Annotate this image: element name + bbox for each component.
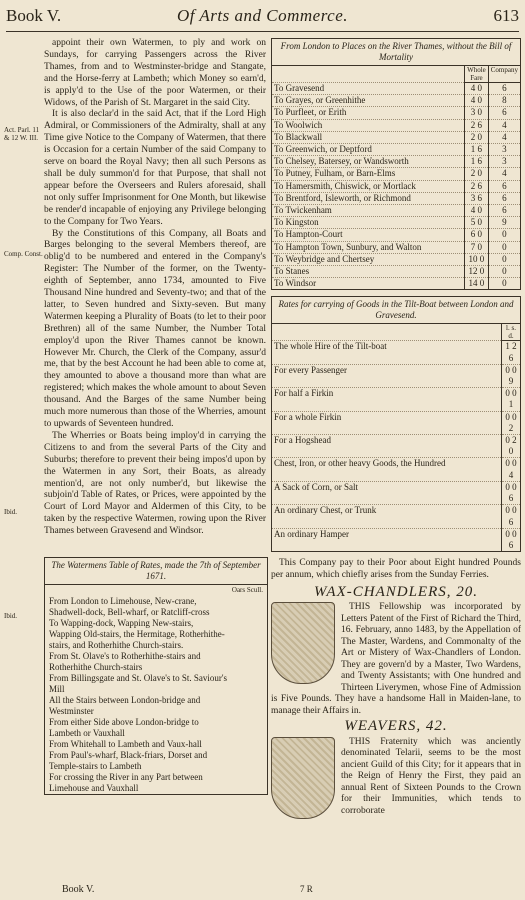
row-value: 0 2 0 (502, 435, 521, 458)
section-heading: WAX-CHANDLERS, 20. (313, 584, 479, 601)
table-row (272, 364, 520, 387)
table-row (272, 144, 520, 156)
row-value: 0 0 1 (502, 388, 521, 411)
wax-entry (271, 602, 521, 717)
row-label: To Greenwich, or Deptford (272, 144, 465, 156)
row-value: 3 (488, 144, 520, 156)
row-label: An ordinary Chest, or Trunk (272, 505, 502, 528)
table-row (272, 156, 520, 168)
col-head: l. s. d. (502, 324, 521, 341)
row-value: 0 (488, 253, 520, 265)
page-number: 613 (493, 6, 519, 25)
col-head: Company (488, 66, 520, 83)
row-label: A Sack of Corn, or Salt (272, 481, 502, 504)
section-heading: WEAVERS, 42. (344, 718, 448, 735)
paragraph: appoint their own Watermen, to ply and work on Sundays, for carrying Passengers across the River Thames, from and to Westminster-bridge and Stangate, and the Horse-ferry at Lambeth; which Money so earn'd, is apply'd to the Use of the poor Watermen, or their Widows, of the Parish of St. Margaret in the said City. (44, 38, 266, 108)
row-value: 4 (488, 168, 520, 180)
row-label: To Weybridge and Chertsey (272, 253, 465, 265)
table-row (272, 505, 520, 528)
table-row: For crossing the River in any Part between Limehouse and Vauxhall (49, 772, 203, 793)
places-table (271, 38, 521, 290)
row-label: To Putney, Fulham, or Barn-Elms (272, 168, 465, 180)
row-label: To Twickenham (272, 205, 465, 217)
margin-note-3: Ibid. (4, 508, 18, 516)
table-row (272, 278, 520, 290)
row-value: 1 2 6 (502, 341, 521, 364)
row-label: To Hamersmith, Chiswick, or Mortlack (272, 180, 465, 192)
table-row: From Whitehall to Lambeth and Vaux-hall (49, 739, 202, 749)
table-title: The Watermens Table of Rates, made the 7th of September 1671. (45, 558, 267, 585)
row-label: To Brentford, Isleworth, or Richmond (272, 192, 465, 204)
section-text: THIS Fellowship was incorporated by Letters Patent of the First of Richard the Third, 16. February, anno 1483, by the Appellation of The Master, Wardens, and Commonalty of the Art or Mistery of Wax-Chandlers of London. They are govern'd by a Master, Two Wardens, and Twenty Assistants; with One hundred and Thirteen Liverymen, whose Fine of Admission is Five Pounds. They have a handsome Hall in Maiden-lane, to manage their Affairs in. (271, 602, 521, 716)
row-label: To Woolwich (272, 119, 465, 131)
table-row: From Billingsgate and St. Olave's to St. Saviour's Mill (49, 673, 227, 694)
row-value: 5 0 (465, 217, 489, 229)
row-label: For every Passenger (272, 364, 502, 387)
header (6, 4, 519, 34)
row-value: 0 0 6 (502, 505, 521, 528)
row-value: 4 0 (465, 83, 489, 95)
coat-of-arms-icon (271, 737, 335, 819)
row-value: 3 0 (465, 107, 489, 119)
row-value: 0 (488, 241, 520, 253)
margin-note-4: Ibid. (4, 612, 18, 620)
margin-note-2: Comp. Const. (4, 250, 43, 258)
table-row: From St. Olave's to Rotherhithe-stairs and Rotherhithe Church-stairs (49, 651, 201, 672)
running-title: Of Arts and Commerce. (176, 6, 349, 25)
row-value: 6 (488, 107, 520, 119)
paragraph: It is also declar'd in the said Act, that if the Lord High Admiral, or Commissioners of the Admiralty, shall at any Time give Notice to the Company of Watermen, that there is Occasion for a certain Number of the said Company to serve on board the Royal Navy; then all such Persons as shall be duly summon'd for that Purpose, that shall not appear before the Overseers and Rulers aforesaid, shall not only suffer Imprisonment for One Month, but likewise be render'd incapable of enjoying any Privilege belonging to the Company for Two Years. (44, 109, 266, 227)
row-label: To Purfleet, or Erith (272, 107, 465, 119)
row-label: To Stanes (272, 266, 465, 278)
row-value: 7 0 (465, 241, 489, 253)
table-row (272, 95, 520, 107)
row-label: An ordinary Hamper (272, 528, 502, 551)
table-row: From Paul's-wharf, Black-friars, Dorset and Temple-stairs to Lambeth (49, 750, 208, 771)
signature-mark: 7 R (300, 884, 313, 894)
table-row: From London to Limehouse, New-crane, Shadwell-dock, Bell-wharf, or Ratcliff-cross (49, 596, 210, 617)
table-row (272, 266, 520, 278)
row-value: 1 6 (465, 144, 489, 156)
table-row (272, 168, 520, 180)
table-row (272, 341, 520, 364)
row-label: To Blackwall (272, 131, 465, 143)
watermen-rates-table (44, 557, 268, 795)
row-label: To Chelsey, Batersey, or Wandsworth (272, 156, 465, 168)
table-row (272, 388, 520, 411)
row-value: 0 (488, 278, 520, 290)
row-value: 4 0 (465, 205, 489, 217)
row-value: 0 0 6 (502, 481, 521, 504)
left-column (44, 38, 266, 538)
row-value: 3 6 (465, 192, 489, 204)
right-column (271, 38, 521, 819)
row-value: 2 0 (465, 168, 489, 180)
row-value: 12 0 (465, 266, 489, 278)
row-label: Chest, Iron, or other heavy Goods, the Hundred (272, 458, 502, 481)
table-row (272, 131, 520, 143)
row-label: To Gravesend (272, 83, 465, 95)
book-label: Book V. (6, 6, 62, 25)
table-row (272, 458, 520, 481)
row-value: 1 6 (465, 156, 489, 168)
row-value: 2 0 (465, 131, 489, 143)
table-row: To Wapping-dock, Wapping New-stairs, Wapping Old-stairs, the Hermitage, Rotherhithe-stairs, and Rotherhithe Church-stairs. (49, 618, 225, 650)
row-label: To Kingston (272, 217, 465, 229)
table-row (272, 435, 520, 458)
row-label: The whole Hire of the Tilt-boat (272, 341, 502, 364)
row-value: 6 0 (465, 229, 489, 241)
table-row (272, 241, 520, 253)
paragraph: By the Constitutions of this Company, all Boats and Barges belonging to the several Members thereof, are oblig'd to be numbered and entered in the Company's Register: The Number of the former, on the Twenty-eighth of September, anno 1734, amounted to Five Thousand Nine hundred and Seventy-two; and that of the latter, to Seven hundred and Sixty-seven. But many Watermen keeping a Plurality of Boats (to let to their poor Brethren) all of the same Number, the Number Total employ'd upon the River Thames cannot be known. However Mr. Church, the Clerk of the Company, assur'd me, that by the best Account he had been able to come at, they amounted to above a thousand more than what are registered; which makes the whole amount to about Seven thousand. And the Barges of the same Number being much more numerous than those of the Wherries, amount to upwards of Seventeen hundred. (44, 228, 266, 429)
row-value: 2 6 (465, 180, 489, 192)
row-label: To Hampton-Court (272, 229, 465, 241)
row-value: 10 0 (465, 253, 489, 265)
table-row (272, 481, 520, 504)
row-value: 4 (488, 131, 520, 143)
section-text: THIS Fraternity which was anciently denominated Telarii, seems to be the most ancient Guild of this City; for it appears that in the Reign of Henry the First, they paid an annual Rent of Sixteen Pounds to the Crown for their Immunities, which tends to corroborate (341, 736, 521, 816)
table-row (272, 253, 520, 265)
row-value: 6 (488, 205, 520, 217)
column-heads: Oars Scull. (231, 586, 263, 594)
row-value: 8 (488, 95, 520, 107)
paragraph: The Wherries or Boats being imploy'd in carrying the Citizens to and from the several Parts of the City and Suburbs; therefore to prevent their being impos'd upon by the Watermen in any Sort, their Boats, as already mention'd, are not only number'd, but likewise the subjoin'd Table of Rates, or Prices, were appointed by the Court of Lord Mayor and Aldermen of this City, to be taken by the respective Watermen, rowing upon the River Thames between Gravesend and Windsor. (44, 430, 266, 537)
row-value: 6 (488, 192, 520, 204)
row-value: 0 0 4 (502, 458, 521, 481)
col-head: Whole Fare (465, 66, 489, 83)
row-label: For a Hogshead (272, 435, 502, 458)
row-value: 0 0 9 (502, 364, 521, 387)
row-value: 0 0 6 (502, 528, 521, 551)
row-value: 0 (488, 229, 520, 241)
row-value: 4 (488, 119, 520, 131)
weavers-entry (271, 737, 521, 819)
table-row (272, 528, 520, 551)
row-value: 3 (488, 156, 520, 168)
row-value: 0 0 2 (502, 411, 521, 434)
row-label: To Grayes, or Greenhithe (272, 95, 465, 107)
row-value: 9 (488, 217, 520, 229)
table-row (272, 411, 520, 434)
coat-of-arms-icon (271, 602, 335, 684)
table-row (272, 192, 520, 204)
table-row (272, 119, 520, 131)
footer-book: Book V. (62, 884, 95, 895)
table-title: Rates for carrying of Goods in the Tilt-Boat between London and Gravesend. (272, 297, 520, 324)
row-value: 4 0 (465, 95, 489, 107)
row-value: 14 0 (465, 278, 489, 290)
header-rule (6, 31, 519, 32)
row-value: 6 (488, 180, 520, 192)
table-row: All the Stairs between London-bridge and Westminster (49, 695, 201, 716)
row-value: 2 6 (465, 119, 489, 131)
row-label: For half a Firkin (272, 388, 502, 411)
table-row (272, 83, 520, 95)
table-row: From either Side above London-bridge to Lambeth or Vauxhall (49, 717, 199, 738)
goods-table (271, 296, 521, 552)
row-label: To Hampton Town, Sunbury, and Walton (272, 241, 465, 253)
row-label: To Windsor (272, 278, 465, 290)
row-value: 0 (488, 266, 520, 278)
poor-note: This Company pay to their Poor about Eight hundred Pounds per annum, which chiefly arises from the Sunday Ferries. (271, 558, 521, 580)
table-row (272, 229, 520, 241)
table-row (272, 205, 520, 217)
row-label: For a whole Firkin (272, 411, 502, 434)
table-row (272, 180, 520, 192)
table-title: From London to Places on the River Thames, without the Bill of Mortality (272, 39, 520, 66)
table-row (272, 217, 520, 229)
margin-note-1: Act. Parl. 11 & 12 W. III. (4, 126, 40, 142)
table-row (272, 107, 520, 119)
row-value: 6 (488, 83, 520, 95)
